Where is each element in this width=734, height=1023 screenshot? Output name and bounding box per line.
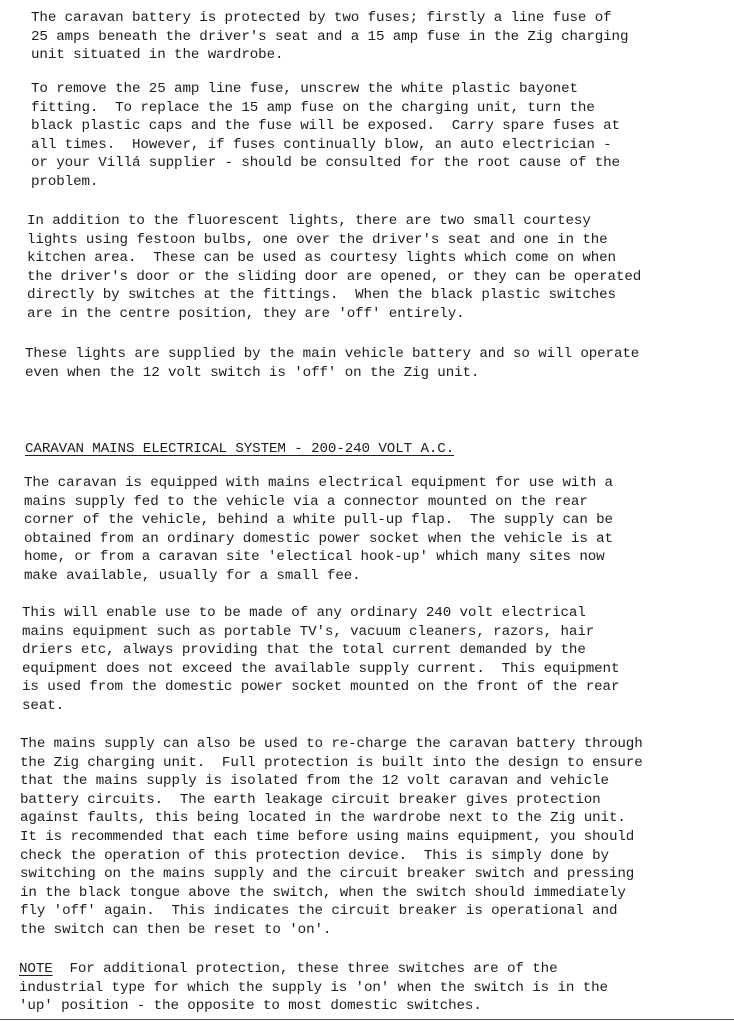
fuse-replacement-paragraph: To remove the 25 amp line fuse, unscrew the white plastic bayonet fitting. To replace the 15 amp fuse on the charging unit, turn the black plastic caps and the fuse will be exposed. Carry spare fuses at all times. However, if fuses continually blow, an auto electrician - or your Villá supplier - should be consulted for the root cause of the problem. [31, 81, 620, 190]
appliance-usage-paragraph: This will enable use to be made of any ordinary 240 volt electrical mains equipment such as portable TV's, vacuum cleaners, razors, hair driers etc, always providing that the total current demanded by the equipment does not exceed the available supply current. This equipment is used from the domestic power socket mounted on the front of the rear seat. [22, 605, 620, 714]
note-text: For additional protection, these three switches are of the industrial type for which the supply is 'on' when the switch is in the 'up' position - the opposite to most domestic switches. [19, 961, 608, 1015]
circuit-breaker-paragraph: The mains supply can also be used to re-charge the caravan battery through the Zig charging unit. Full protection is built into the design to ensure that the mains supply is isolated from the 12 volt caravan and vehicle battery circuits. The earth leakage circuit breaker gives protection against faults, this being located in the wardrobe next to the Zig unit. It is recommended that each time before using mains equipment, you should check the operation of this protection device. This is simply done by switching on the mains supply and the circuit breaker switch and pressing in the black tongue above the switch, when the switch should immediately fly 'off' again. This indicates the circuit breaker is operational and the switch can then be reset to 'on'. [20, 736, 643, 938]
vehicle-battery-paragraph: These lights are supplied by the main vehicle battery and so will operate even when the 12 volt switch is 'off' on the Zig unit. [25, 346, 640, 381]
section-heading: CARAVAN MAINS ELECTRICAL SYSTEM - 200-240 VOLT A.C. [25, 441, 455, 457]
page-bottom-divider [0, 1019, 734, 1020]
note-paragraph [19, 960, 608, 1016]
fuse-protection-paragraph: The caravan battery is protected by two fuses; firstly a line fuse of 25 amps beneath the driver's seat and a 15 amp fuse in the Zig charging unit situated in the wardrobe. [31, 10, 629, 64]
courtesy-lights-paragraph: In addition to the fluorescent lights, there are two small courtesy lights using festoon bulbs, one over the driver's seat and one in the kitchen area. These can be used as courtesy lights which come on when the driver's door or the sliding door are opened, or they can be operated directly by switches at the fittings. When the black plastic switches are in the centre position, they are 'off' entirely. [27, 213, 642, 322]
mains-equipment-paragraph: The caravan is equipped with mains electrical equipment for use with a mains supply fed to the vehicle via a connector mounted on the rear corner of the vehicle, behind a white pull-up flap. The supply can be obtained from an ordinary domestic power socket when the vehicle is at home, or from a caravan site 'electical hook-up' which many sites now make available, usually for a small fee. [24, 475, 613, 584]
note-label: NOTE [19, 961, 53, 977]
